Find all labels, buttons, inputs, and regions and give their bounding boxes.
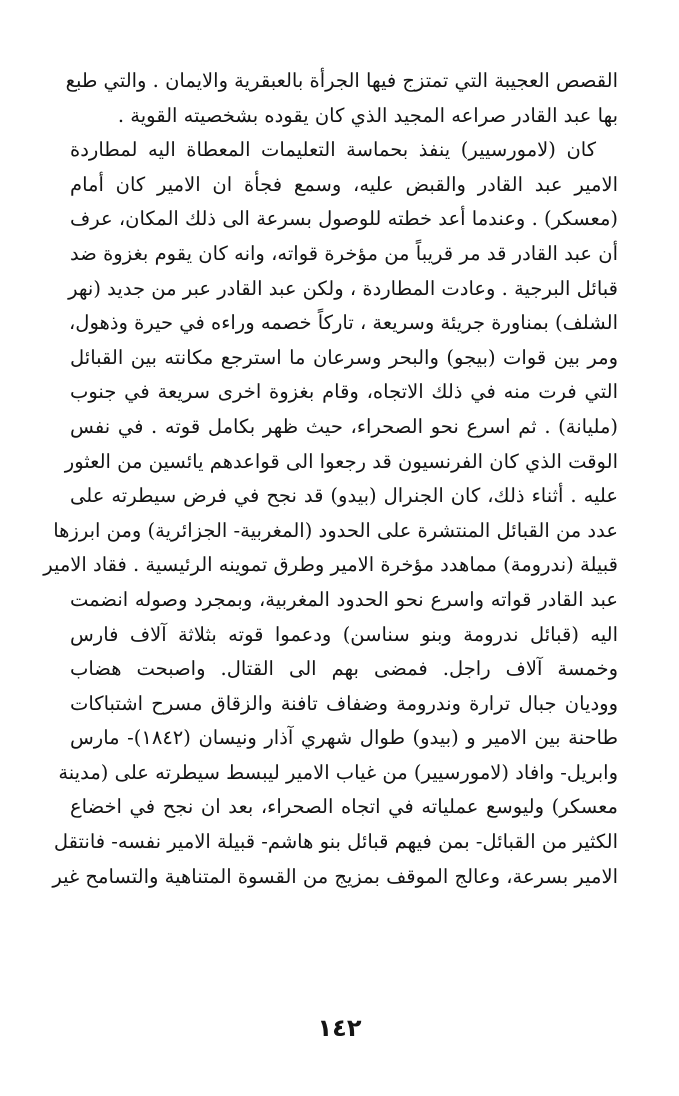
text-line: الوقت الذي كان الفرنسيون قد رجعوا الى قواعدهم يائسين من العثور [64, 449, 618, 473]
text-line: الكثير من القبائل- بمن فيهم قبائل بنو هاشم- قبيلة الامير نفسه- فانتقل [53, 830, 618, 854]
text-line: وخمسة آلاف راجل. فمضى بهم الى القتال. واصبحت هضاب [70, 657, 618, 681]
text-line: اليه (قبائل ندرومة وبنو سناسن) ودعموا قوته بثلاثة آلاف فارس [70, 622, 618, 646]
text-line: الامير بسرعة، وعالج الموقف بمزيج من القسوة المتناهية والتسامح غير [52, 864, 618, 888]
text-line: عدد من القبائل المنتشرة على الحدود (المغربية- الجزائرية) ومن ابرزها [53, 518, 618, 542]
text-line: عبد القادر قواته واسرع نحو الحدود المغربية، وبمجرد وصوله انضمت [70, 587, 618, 611]
text-line: أن عبد القادر قد مر قريباً من مؤخرة قواته، وانه كان يقوم بغزوة ضد [70, 241, 618, 265]
page-number: ١٤٢ [317, 1014, 362, 1042]
text-line: الشلف) بمناورة جريئة وسريعة ، تاركاً خصمه وراءه في حيرة وذهول، [69, 311, 618, 335]
text-line: (مليانة) . ثم اسرع نحو الصحراء، حيث ظهر بكامل قوته . في نفس [70, 414, 618, 438]
text-line: وابريل- وافاد (لامورسيير) من غياب الامير ليبسط سيطرته على (مدينة [58, 760, 618, 784]
text-line: (معسكر) . وعندما أعد خطته للوصول بسرعة الى ذلك المكان، عرف [70, 207, 618, 231]
text-line: قبيلة (ندرومة) مماهدد مؤخرة الامير وطرق تموينه الرئيسية . فقاد الامير [43, 553, 618, 577]
text-line: الامير عبد القادر والقبض عليه، وسمع فجأة ان الامير كان أمام [70, 172, 618, 196]
text-line: ومر بين قوات (بيجو) والبحر وسرعان ما استرجع مكانته بين القبائل [70, 345, 618, 369]
text-line: معسكر) وليوسع عملياته في اتجاه الصحراء، بعد ان نجح في اخضاع [70, 795, 618, 819]
text-line: بها عبد القادر صراعه المجيد الذي كان يقوده بشخصيته القوية . [117, 103, 618, 127]
text-line: التي فرت منه في ذلك الاتجاه، وقام بغزوة اخرى سريعة في جنوب [70, 380, 618, 404]
text-line: القصص العجيبة التي تمتزج فيها الجرأة بالعبقرية والايمان . والتي طبع [65, 69, 618, 92]
text-line: قبائل البرجية . وعادت المطاردة ، ولكن عبد القادر عبر من جديد (نهر [68, 276, 618, 300]
text-line: عليه . أثناء ذلك، كان الجنرال (بيدو) قد نجح في فرض سيطرته على [70, 484, 618, 508]
text-line: ووديان جبال ترارة وندرومة وضفاف تافنة والزقاق مسرح اشتباكات [70, 691, 618, 715]
text-line: كان (لامورسيير) ينفذ بحماسة التعليمات المعطاة اليه لمطاردة [70, 138, 596, 162]
body-text [43, 64, 618, 894]
text-line: طاحنة بين الامير و (بيدو) طوال شهري آذار ونيسان (١٨٤٢)- مارس [70, 726, 618, 750]
